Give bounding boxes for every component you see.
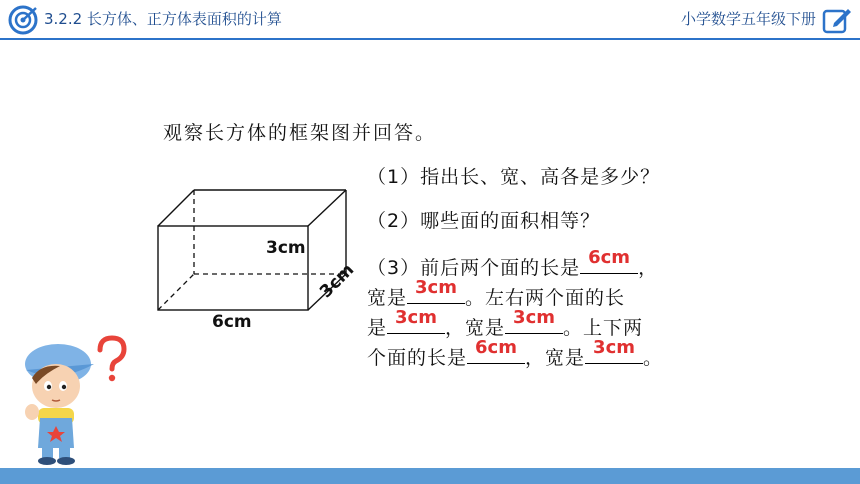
length-label: 6cm bbox=[212, 312, 252, 332]
chapter-title: 3.2.2 长方体、正方体表面积的计算 bbox=[44, 10, 282, 28]
q3-line4-text-b: ，宽是 bbox=[525, 347, 586, 369]
grade-title: 小学数学五年级下册 bbox=[680, 10, 816, 28]
answer-front-back-length: 6cm bbox=[588, 247, 631, 268]
q3-line4-text-a: 个面的长是 bbox=[367, 347, 468, 369]
question-3-line-2 bbox=[367, 277, 626, 310]
q3-line3-text-b: ，宽是 bbox=[445, 317, 506, 339]
answer-blank-front-back-length[interactable] bbox=[580, 247, 638, 274]
cuboid-frame-diagram bbox=[150, 180, 360, 330]
target-logo-icon bbox=[8, 5, 38, 35]
question-2: （2）哪些面的面积相等？ bbox=[367, 210, 601, 232]
question-3-line-1 bbox=[367, 247, 659, 280]
question-1: （1）指出长、宽、高各是多少？ bbox=[367, 166, 661, 188]
q3-line2-text-b: 。左右两个面的长 bbox=[465, 287, 626, 309]
answer-blank-top-bottom-length[interactable] bbox=[467, 337, 525, 364]
answer-blank-left-right-width[interactable] bbox=[505, 307, 563, 334]
answer-front-back-width: 3cm bbox=[415, 277, 457, 298]
q3-line1-text-b: ， bbox=[638, 257, 659, 279]
height-label: 3cm bbox=[266, 238, 306, 258]
footer-bar bbox=[0, 468, 860, 484]
q3-line3-text-c: 。上下两 bbox=[563, 317, 644, 339]
instruction-text: 观察长方体的框架图并回答。 bbox=[163, 122, 437, 144]
edit-icon[interactable] bbox=[822, 6, 852, 34]
answer-blank-left-right-length[interactable] bbox=[387, 307, 445, 334]
answer-blank-front-back-width[interactable] bbox=[407, 277, 465, 304]
answer-top-bottom-length: 6cm bbox=[475, 337, 517, 358]
header-divider bbox=[0, 38, 860, 40]
cartoon-boy-thinking-icon bbox=[14, 334, 134, 468]
question-3-line-3 bbox=[367, 307, 644, 340]
q3-line4-text-c: 。 bbox=[643, 347, 664, 369]
q3-line2-text-a: 宽是 bbox=[367, 287, 408, 309]
width-label: 3cm bbox=[316, 259, 359, 303]
answer-blank-top-bottom-width[interactable] bbox=[585, 337, 643, 364]
q3-line3-text-a: 是 bbox=[367, 317, 388, 339]
answer-left-right-width: 3cm bbox=[513, 307, 555, 328]
answer-top-bottom-width: 3cm bbox=[593, 337, 635, 358]
q3-line1-text-a: （3）前后两个面的长是 bbox=[367, 257, 581, 279]
question-3-line-4 bbox=[367, 337, 664, 370]
header-bar bbox=[0, 0, 860, 40]
answer-left-right-length: 3cm bbox=[395, 307, 437, 328]
